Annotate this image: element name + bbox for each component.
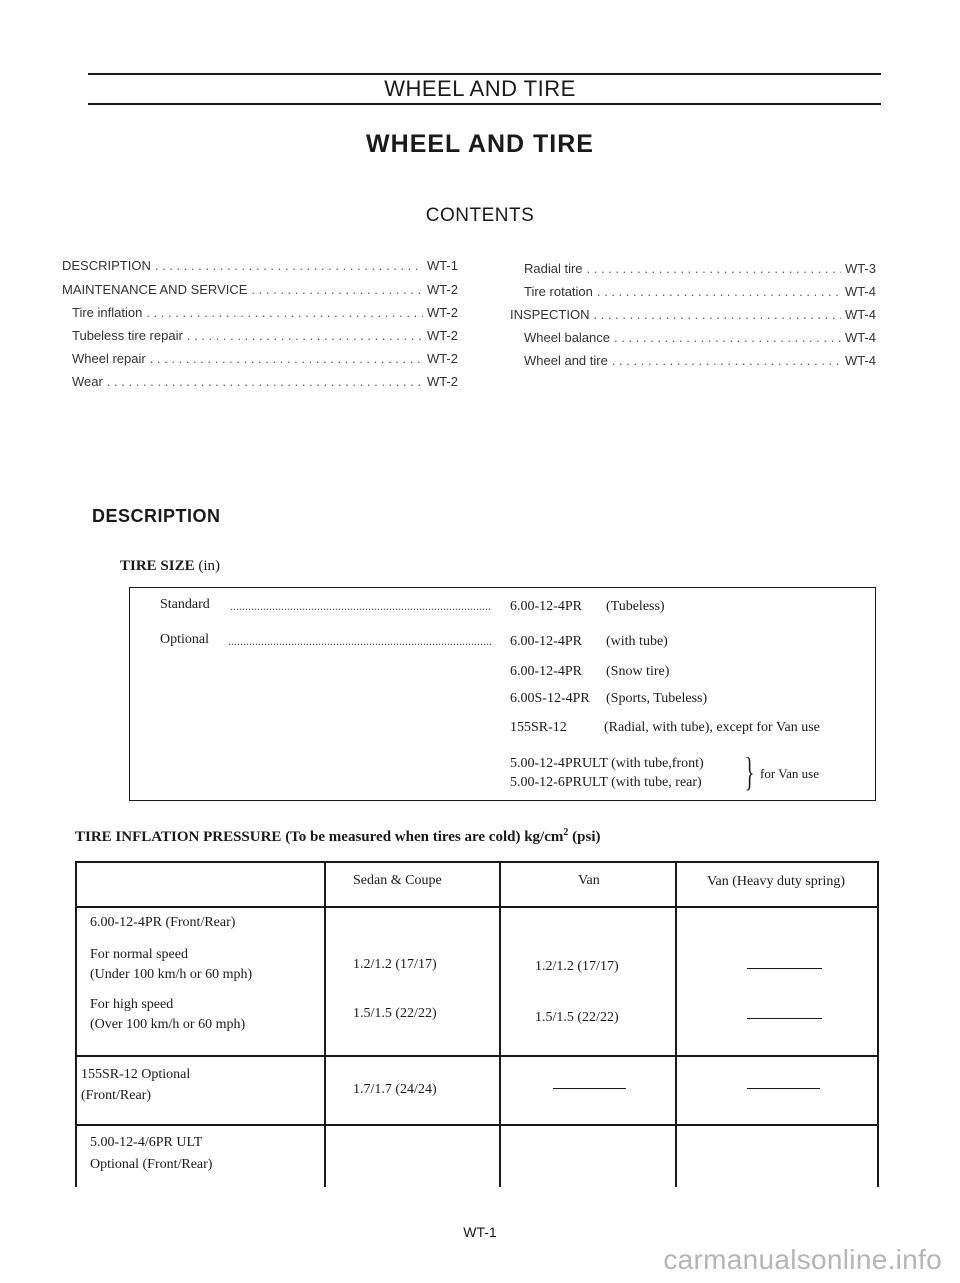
- toc-item[interactable]: [72, 374, 458, 396]
- toc-item[interactable]: [72, 328, 458, 350]
- tire-size-box: [129, 587, 876, 801]
- row-label: 155SR-12 Optional: [81, 1067, 191, 1082]
- tire-size-row: [510, 691, 708, 707]
- toc-item-label: Tire rotation: [524, 284, 593, 299]
- table-col-rule: [324, 861, 326, 1187]
- pressure-value: 1.2/1.2 (17/17): [353, 957, 437, 972]
- toc-item-page: WT-2: [426, 328, 458, 343]
- pressure-value: 1.5/1.5 (22/22): [353, 1006, 437, 1021]
- inflation-condition: (To be measured when tires are cold): [285, 829, 521, 845]
- table-border-left: [75, 861, 77, 1187]
- inflation-unit: kg/cm: [524, 829, 564, 845]
- header-rule-top: [88, 73, 881, 75]
- toc-leader: [612, 353, 841, 368]
- toc-leader: [187, 328, 423, 343]
- optional-label: Optional: [160, 632, 209, 647]
- tire-size-value: 6.00-12-4PR: [510, 634, 582, 649]
- page-number: WT-1: [463, 1224, 497, 1240]
- toc-item-label: DESCRIPTION: [62, 258, 151, 273]
- toc-item[interactable]: [524, 353, 876, 375]
- tire-size-unit: (in): [198, 558, 221, 574]
- tire-size-value: 155SR-12: [510, 720, 567, 735]
- tire-size-value: 6.00-12-4PR: [510, 664, 582, 679]
- row-label: (Under 100 km/h or 60 mph): [90, 967, 253, 982]
- toc-item[interactable]: [524, 261, 876, 283]
- toc-item-page: WT-3: [844, 261, 876, 276]
- toc-leader: [597, 284, 841, 299]
- tire-size-value: 6.00S-12-4PR: [510, 691, 590, 706]
- toc-item-label: Tubeless tire repair: [72, 328, 183, 343]
- toc-item-page: WT-2: [426, 282, 458, 297]
- column-header: Sedan & Coupe: [353, 873, 442, 888]
- table-border-top: [75, 861, 879, 863]
- table-col-rule: [675, 861, 677, 1187]
- contents-title: CONTENTS: [425, 205, 535, 226]
- table-border-right: [877, 861, 879, 1187]
- toc-leader: [107, 374, 423, 389]
- column-header: Van (Heavy duty spring): [707, 874, 846, 889]
- tire-size-note: (with tube,front): [611, 756, 704, 771]
- toc-item[interactable]: [62, 258, 458, 280]
- tire-size-note: (with tube): [606, 634, 668, 649]
- tire-size-title: TIRE SIZE: [120, 558, 195, 574]
- toc-leader: [251, 282, 423, 297]
- toc-item-label: Wheel balance: [524, 330, 610, 345]
- toc-leader: [146, 305, 423, 320]
- row-label: 5.00-12-4/6PR ULT: [90, 1135, 203, 1150]
- standard-label: Standard: [160, 597, 210, 612]
- standard-leader: [230, 599, 492, 614]
- tire-size-note: (Tubeless): [606, 599, 665, 614]
- toc-item-page: WT-4: [844, 284, 876, 299]
- toc-item-page: WT-4: [844, 307, 876, 322]
- inflation-heading: [75, 827, 600, 846]
- toc-item[interactable]: [510, 307, 876, 329]
- toc-leader: [614, 330, 841, 345]
- optional-leader: [228, 634, 492, 649]
- row-label: (Front/Rear): [81, 1088, 151, 1103]
- not-applicable-dash: [747, 1018, 822, 1019]
- toc-item-label: INSPECTION: [510, 307, 590, 322]
- row-label: For high speed: [90, 997, 174, 1012]
- toc-item-label: Wear: [72, 374, 103, 389]
- tire-size-note: (Sports, Tubeless): [606, 691, 708, 706]
- toc-item-label: Radial tire: [524, 261, 583, 276]
- column-header: Van: [578, 873, 600, 888]
- toc-item-page: WT-4: [844, 353, 876, 368]
- table-header-rule: [75, 906, 879, 908]
- header-title: WHEEL AND TIRE: [384, 76, 576, 101]
- tire-size-row: [510, 720, 820, 736]
- not-applicable-dash: [747, 968, 822, 969]
- page-title: WHEEL AND TIRE: [366, 130, 594, 158]
- toc-item-page: WT-2: [426, 305, 458, 320]
- toc-item-page: WT-1: [426, 258, 458, 273]
- table-col-rule: [499, 861, 501, 1187]
- tire-size-note: (Snow tire): [606, 664, 670, 679]
- pressure-value: 1.7/1.7 (24/24): [353, 1082, 437, 1097]
- toc-item-page: WT-2: [426, 374, 458, 389]
- not-applicable-dash: [747, 1088, 820, 1089]
- tire-size-value: 5.00-12-6PRULT: [510, 775, 608, 790]
- toc-item-label: MAINTENANCE AND SERVICE: [62, 282, 248, 297]
- inflation-title: TIRE INFLATION PRESSURE: [75, 829, 282, 845]
- watermark: carmanualsonline.info: [663, 1244, 942, 1275]
- row-group-title: 6.00-12-4PR (Front/Rear): [90, 915, 236, 930]
- toc-item[interactable]: [524, 330, 876, 352]
- toc-leader: [593, 307, 840, 322]
- toc-item-label: Wheel and tire: [524, 353, 608, 368]
- toc-item[interactable]: [72, 305, 458, 327]
- toc-item[interactable]: [62, 282, 458, 304]
- toc-item-page: WT-4: [844, 330, 876, 345]
- tire-size-value: 5.00-12-4PRULT: [510, 756, 608, 771]
- section-heading-description: DESCRIPTION: [92, 506, 221, 526]
- row-label: (Over 100 km/h or 60 mph): [90, 1017, 246, 1032]
- toc-leader: [155, 258, 423, 273]
- tire-size-note: (Radial, with tube), except for Van use: [604, 720, 820, 735]
- van-use-note: for Van use: [760, 766, 819, 781]
- tire-size-row: [510, 634, 668, 650]
- tire-size-row: [510, 599, 665, 615]
- tire-size-note: (with tube, rear): [611, 775, 702, 790]
- toc-item-label: Wheel repair: [72, 351, 146, 366]
- table-row-rule: [75, 1055, 879, 1057]
- toc-item-page: WT-2: [426, 351, 458, 366]
- brace-icon: }: [744, 749, 755, 794]
- toc-item-label: Tire inflation: [72, 305, 143, 320]
- toc-leader: [587, 261, 841, 276]
- table-row-rule: [75, 1124, 879, 1126]
- not-applicable-dash: [553, 1088, 626, 1089]
- inflation-unit-sup: 2: [563, 827, 569, 838]
- toc-leader: [150, 351, 423, 366]
- header-rule-bottom: [88, 103, 881, 105]
- tire-size-row: [510, 756, 704, 772]
- inflation-unit-psi: (psi): [572, 829, 601, 845]
- tire-size-heading: [120, 558, 220, 575]
- toc-item[interactable]: [72, 351, 458, 373]
- pressure-value: 1.5/1.5 (22/22): [535, 1010, 619, 1025]
- tire-size-value: 6.00-12-4PR: [510, 599, 582, 614]
- inflation-table: [75, 861, 879, 1187]
- tire-size-row: [510, 775, 702, 791]
- row-label: For normal speed: [90, 947, 188, 962]
- pressure-value: 1.2/1.2 (17/17): [535, 959, 619, 974]
- toc-item[interactable]: [524, 284, 876, 306]
- tire-size-row: [510, 664, 670, 680]
- row-label: Optional (Front/Rear): [90, 1157, 213, 1172]
